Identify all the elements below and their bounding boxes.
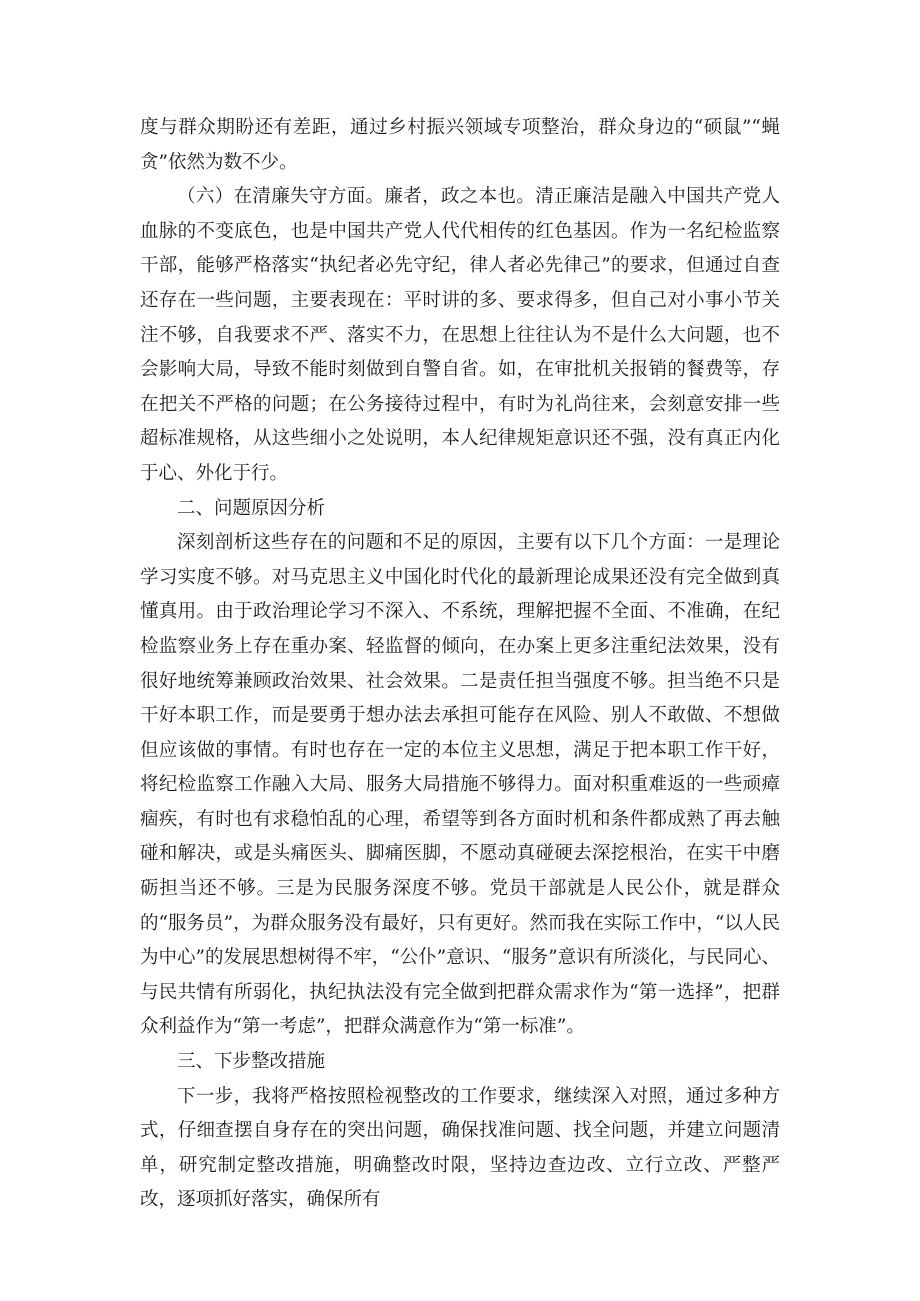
section-heading-cause-analysis: 二、问题原因分析 bbox=[177, 497, 326, 519]
paragraph-cause-analysis: 深刻剖析这些存在的问题和不足的原因，主要有以下几个方面：一是理论学习实度不够。对马克思主义中国化时代化的最新理论成果还没有完全做到真懂真用。由于政治理论学习不深入、不系统，理解把握不全面、不准确，在纪检监察业务上存在重办案、轻监督的倾向，在办案上更多注重纪法效果，没有很好地统筹兼顾政治效果、社会效果。二是责任担当强度不够。担当绝不只是干好本职工作，而是要勇于想办法去承担可能存在风险、别人不敢做、不想做但应该做的事情。有时也存在一定的本位主义思想，满足于把本职工作干好，将纪检监察工作融入大局、服务大局措施不够得力。面对积重难返的一些顽瘴痼疾，有时也有求稳怕乱的心理，希望等到各方面时机和条件都成熟了再去触碰和解决，或是头痛医头、脚痛医脚，不愿动真碰硬去深挖根治，在实干中磨砺担当还不够。三是为民服务深度不够。党员干部就是人民公仆，就是群众的“服务员”，为群众服务没有最好，只有更好。然而我在实际工作中，“以人民为中心”的发展思想树得不牢，“公仆”意识、“服务”意识有所淡化，与民同心、与民共情有所弱化，执纪执法没有完全做到把群众需求作为“第一选择”，把群众利益作为“第一考虑”，把群众满意作为“第一标准”。 bbox=[140, 532, 780, 1038]
document-body bbox=[140, 111, 780, 1218]
paragraph-integrity-section: （六）在清廉失守方面。廉者，政之本也。清正廉洁是融入中国共产党人血脉的不变底色，也是中国共产党人代代相传的红色基因。作为一名纪检监察干部，能够严格落实“执纪者必先守纪，律人者必先律己”的要求，但通过自查还存在一些问题，主要表现在：平时讲的多、要求得多，但自己对小事小节关注不够，自我要求不严、落实不力，在思想上往往认为不是什么大问题，也不会影响大局，导致不能时刻做到自警自省。如，在审批机关报销的餐费等，存在把关不严格的问题；在公务接待过程中，有时为礼尚往来，会刻意安排一些超标准规格，从这些细小之处说明，本人纪律规矩意识还不强，没有真正内化于心、外化于行。 bbox=[140, 186, 780, 484]
paragraph-continuation: 度与群众期盼还有差距，通过乡村振兴领域专项整治，群众身边的“硕鼠”“蝇贪”依然为数不少。 bbox=[140, 117, 780, 173]
section-heading-rectification: 三、下步整改措施 bbox=[177, 1051, 326, 1073]
paragraph-rectification: 下一步，我将严格按照检视整改的工作要求，继续深入对照，通过多种方式，仔细查摆自身存在的突出问题，确保找准问题、找全问题，并建立问题清单，研究制定整改措施，明确整改时限，坚持边查边改、立行立改、严整严改，逐项抓好落实，确保所有 bbox=[140, 1085, 780, 1211]
